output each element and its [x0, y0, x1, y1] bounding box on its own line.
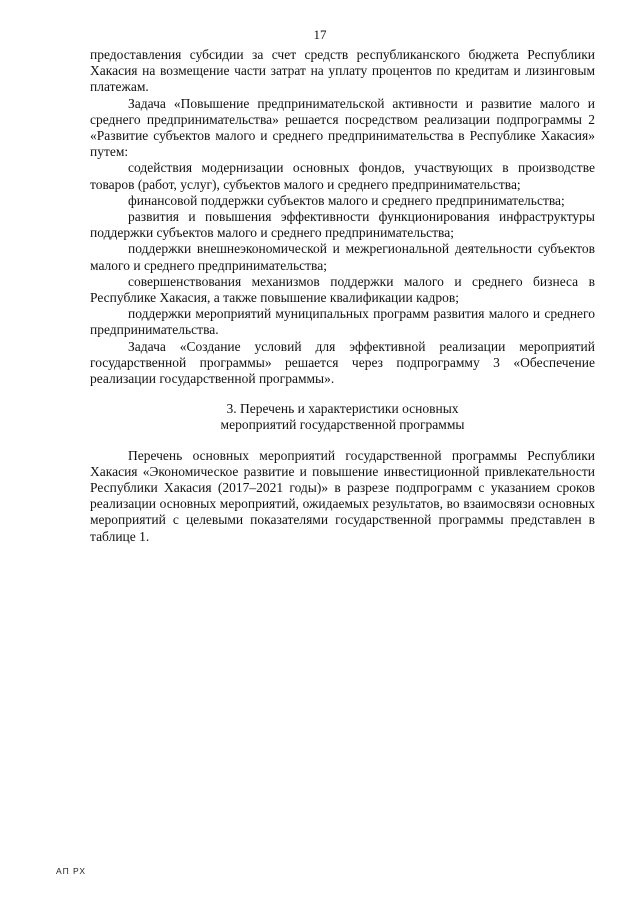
section-heading-line-1: 3. Перечень и характеристики основных: [226, 401, 459, 417]
page-number: 17: [313, 27, 327, 42]
list-item-financial-support: финансовой поддержки субъектов малого и среднего предпринимательства;: [128, 192, 565, 208]
list-item-foreign-economic: поддержки внешнеэкономической и межрегиональной деятельности субъектов малого и среднего предпринимательства;: [90, 241, 595, 273]
list-item-modernization: содействия модернизации основных фондов, участвующих в производстве товаров (работ, услуг), субъектов малого и среднего предпринимательства;: [90, 160, 595, 192]
list-item-municipal-programs: поддержки мероприятий муниципальных программ развития малого и среднего предпринимательства.: [90, 306, 595, 338]
paragraph-section-3: Перечень основных мероприятий государственной программы Республики Хакасия «Экономическое развитие и повышение инвестиционной привлекательности Республики Хакасия (2017–2021 годы)» в разрезе подпрограмм с указанием сроков реализации основных мероприятий, ожидаемых результатов, во взаимосвязи основных мероприятий с целевыми показателями государственной программы представлен в таблице 1.: [90, 447, 595, 544]
paragraph-subsidy-continuation: предоставления субсидии за счет средств республиканского бюджета Республики Хакасия на возмещение части затрат на уплату процентов по кредитам и лизинговым платежам.: [90, 47, 595, 95]
paragraph-task-entrepreneurship: Задача «Повышение предпринимательской активности и развитие малого и среднего предпринимательства» решается посредством реализации подпрограммы 2 «Развитие субъектов малого и среднего предпринимательства в Республике Хакасия» путем:: [90, 95, 595, 160]
list-item-mechanisms: совершенствования механизмов поддержки малого и среднего бизнеса в Республике Хакасия, а также повышение квалификации кадров;: [90, 273, 595, 306]
document-body: [90, 47, 595, 545]
footer-stamp: АП РХ: [56, 866, 87, 876]
list-item-infrastructure: развития и повышения эффективности функционирования инфраструктуры поддержки субъектов малого и среднего предпринимательства;: [90, 209, 595, 241]
paragraph-task-conditions: Задача «Создание условий для эффективной реализации мероприятий государственной программы» решается через подпрограмму 3 «Обеспечение реализации государственной программы».: [90, 338, 595, 387]
section-heading-line-2: мероприятий государственной программы: [220, 417, 465, 433]
section-heading: [90, 401, 595, 433]
